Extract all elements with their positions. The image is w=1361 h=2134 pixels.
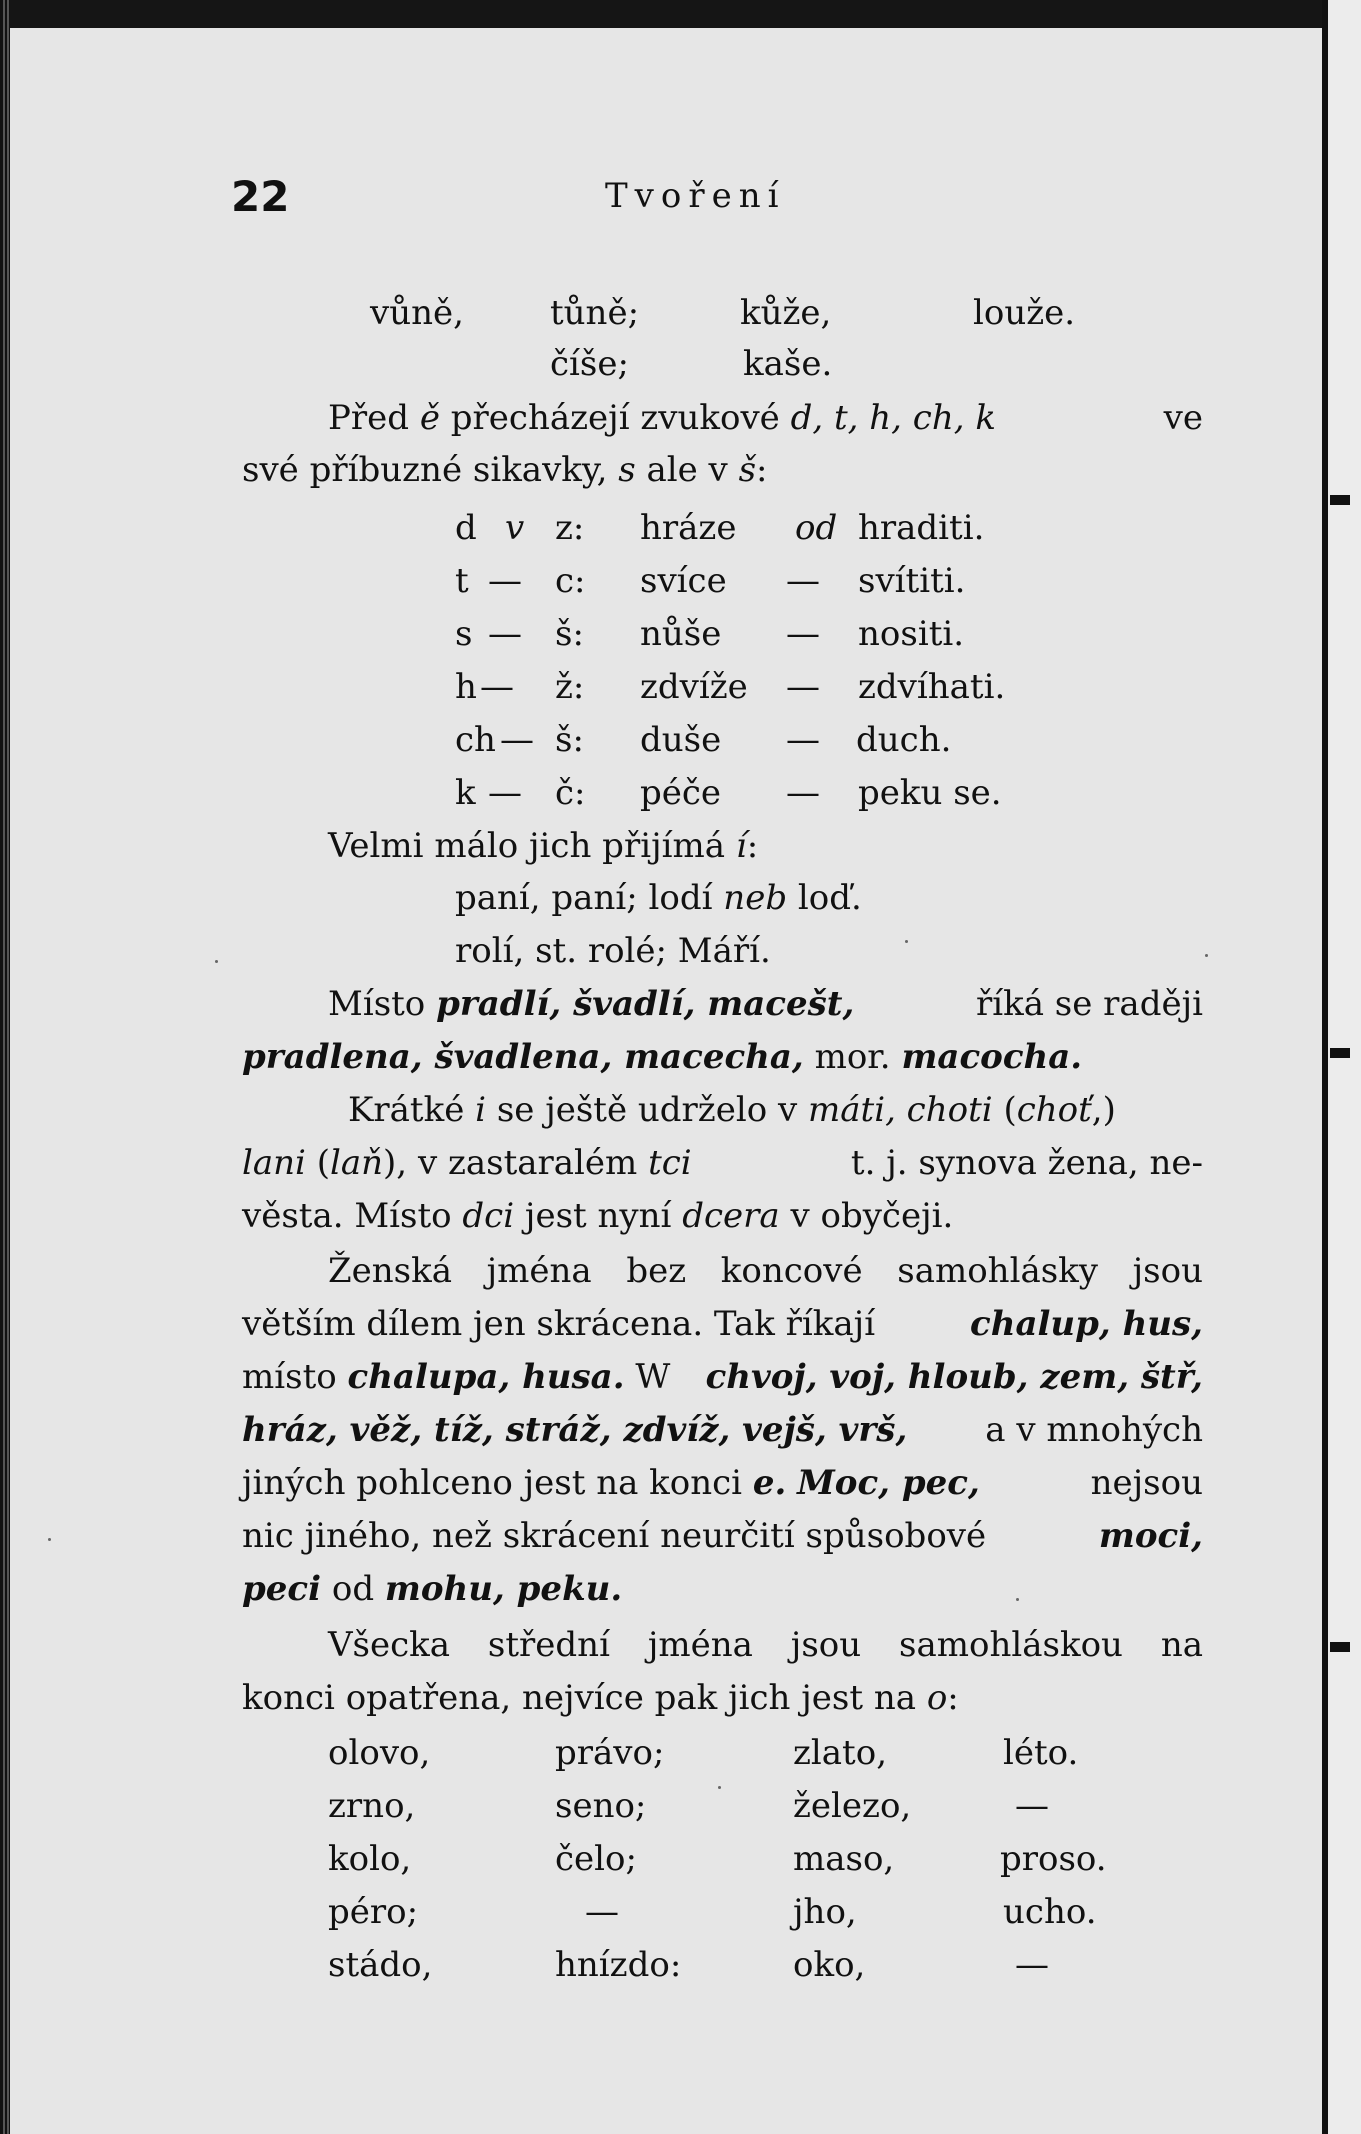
italic-word: lani [242, 1143, 306, 1183]
table-cell: ucho. [1003, 1892, 1097, 1932]
speck [1016, 1598, 1019, 1601]
word: od [331, 1569, 375, 1609]
text-line: Ženská jména bez koncové samohlásky jsou [328, 1251, 1203, 1291]
word: Velmi málo jich přijímá [328, 826, 725, 866]
italic-word: macocha. [901, 1037, 1083, 1077]
table-cell: stádo, [328, 1945, 433, 1985]
word: Krátké [348, 1090, 465, 1130]
list-item: vůně, [370, 293, 464, 333]
italic-word: laň [330, 1143, 384, 1183]
italic-word: hráz, věž, tíž, stráž, zdvíž, vejš, vrš, [242, 1410, 908, 1450]
table-cell: — [488, 561, 522, 601]
word: mor. [814, 1037, 891, 1077]
list-item: louže. [973, 293, 1076, 333]
word: říká se raději [975, 984, 1203, 1024]
italic-word: peci [242, 1569, 322, 1609]
text-line [242, 1677, 959, 1719]
table-cell: kolo, [328, 1839, 412, 1879]
table-cell: zrno, [328, 1786, 416, 1826]
text-line [242, 1036, 1082, 1078]
table-cell: oko, [793, 1945, 866, 1985]
page-number: 22 [231, 172, 290, 221]
text-line [328, 983, 1203, 1025]
italic-word: chvoj, voj, hloub, zem, štř, [705, 1357, 1203, 1397]
word: konci opatřena, nejvíce pak jich jest na [242, 1678, 916, 1718]
table-cell: hnízdo: [555, 1945, 682, 1985]
list-item: kůže, [740, 293, 832, 333]
word: nejsou [1090, 1463, 1203, 1503]
text-line [455, 877, 862, 919]
italic-word: pradlí, švadlí, macešt, [436, 984, 855, 1024]
word: přecházejí zvukové [450, 398, 780, 438]
word: ), [383, 1143, 408, 1183]
table-cell: — [786, 720, 820, 760]
text-line [242, 1409, 1203, 1451]
table-cell: nositi. [858, 614, 965, 654]
word: ,) [1091, 1090, 1116, 1130]
italic-word: i [475, 1090, 486, 1130]
italic-word: Moc, pec, [797, 1463, 980, 1503]
table-cell: ž: [555, 667, 585, 707]
table-cell: v [505, 508, 525, 548]
table-cell: — [786, 561, 820, 601]
table-cell: hráze [640, 508, 737, 548]
table-cell: proso. [1000, 1839, 1107, 1879]
table-cell: — [480, 667, 514, 707]
table-cell: seno; [555, 1786, 647, 1826]
italic-word: neb [723, 878, 788, 918]
table-cell: — [488, 614, 522, 654]
table-cell: — [1015, 1786, 1049, 1826]
table-cell: š: [555, 614, 584, 654]
word: ale v [646, 450, 728, 490]
text-line [328, 397, 1203, 439]
list-item: tůně; [550, 293, 640, 333]
table-cell: z: [555, 508, 585, 548]
table-cell: d [455, 508, 477, 548]
text-line: Všecka střední jména jsou samohláskou na [328, 1625, 1203, 1665]
speck [48, 1538, 51, 1541]
page-body [10, 28, 1322, 2134]
table-cell: h [455, 667, 477, 707]
word: své příbuzné sikavky, [242, 450, 608, 490]
table-cell: š: [555, 720, 584, 760]
word: ( [1003, 1090, 1017, 1130]
table-cell: zdvíže [640, 667, 748, 707]
text-line [242, 1195, 953, 1237]
table-cell: hraditi. [858, 508, 985, 548]
italic-word: d, t, h, ch, k [790, 398, 996, 438]
text-line [242, 1568, 622, 1610]
table-cell: péče [640, 773, 722, 813]
table-cell: zlato, [793, 1733, 887, 1773]
word: loď. [797, 878, 862, 918]
speck [1205, 954, 1208, 957]
word: nic jiného, než skrácení neurčití spůsobové [242, 1516, 987, 1556]
text-line [242, 1515, 1203, 1557]
italic-word: choť [1016, 1090, 1092, 1130]
word: t. j. synova žena, ne- [850, 1143, 1203, 1183]
list-item: kaše. [743, 344, 833, 384]
table-cell: ch [455, 720, 496, 760]
word: rolí, st. rolé; Máří. [455, 931, 771, 971]
italic-word: s [618, 450, 636, 490]
text-line [348, 1089, 1116, 1131]
scan-right-border [1322, 0, 1361, 2134]
table-cell: — [585, 1892, 619, 1932]
table-cell: olovo, [328, 1733, 431, 1773]
table-cell: — [786, 773, 820, 813]
italic-word: í [735, 826, 747, 866]
table-cell: jho, [793, 1892, 857, 1932]
italic-word: š [738, 450, 757, 490]
word: Před [328, 398, 410, 438]
text-line [242, 1142, 1203, 1184]
table-cell: zdvíhati. [858, 667, 1006, 707]
word: : [947, 1678, 959, 1718]
word: v zastaralém [417, 1143, 638, 1183]
table-cell: od [795, 508, 838, 548]
table-cell: svíce [640, 561, 727, 601]
table-cell: t [455, 561, 469, 601]
table-cell: čelo; [555, 1839, 637, 1879]
table-cell: železo, [793, 1786, 912, 1826]
book-page [10, 28, 1322, 2134]
running-head: Tvoření [605, 176, 786, 216]
table-cell: k [455, 773, 476, 813]
word: : [746, 826, 759, 866]
table-cell: právo; [555, 1733, 665, 1773]
word: W [635, 1357, 671, 1397]
word: místo [242, 1357, 337, 1397]
word: a v mnohých [985, 1410, 1203, 1450]
italic-word: pradlena, švadlena, macecha, [242, 1037, 804, 1077]
italic-word: chalupa, husa. [347, 1357, 625, 1397]
table-cell: maso, [793, 1839, 895, 1879]
italic-word: e. [752, 1463, 787, 1503]
italic-word: dci [462, 1196, 515, 1236]
word: věsta. Místo [242, 1196, 452, 1236]
word: jest nyní [524, 1196, 672, 1236]
table-cell: svítiti. [858, 561, 966, 601]
word: paní, paní; lodí [455, 878, 713, 918]
table-cell: péro; [328, 1892, 419, 1932]
speck [905, 940, 908, 943]
italic-word: mohu, peku. [384, 1569, 623, 1609]
italic-word: tci [648, 1143, 692, 1183]
table-cell: — [786, 667, 820, 707]
text-line [328, 825, 758, 867]
italic-word: máti, choti [808, 1090, 993, 1130]
table-cell: duch. [856, 720, 952, 760]
word: v obyčeji. [790, 1196, 954, 1236]
speck [718, 1786, 721, 1789]
word: se ještě udrželo v [496, 1090, 798, 1130]
italic-word: o [926, 1678, 948, 1718]
table-cell: — [500, 720, 534, 760]
table-cell: peku se. [858, 773, 1002, 813]
italic-word: dcera [682, 1196, 780, 1236]
text-line [242, 1303, 1203, 1345]
word: jiných pohlceno jest na konci [242, 1463, 743, 1503]
table-cell: nůše [640, 614, 722, 654]
italic-word: ě [419, 398, 440, 438]
table-cell: — [786, 614, 820, 654]
italic-word: moci, [1098, 1516, 1203, 1556]
table-cell: s [455, 614, 473, 654]
table-cell: c: [555, 561, 586, 601]
scan-left-border [0, 0, 10, 2134]
word: větším dílem jen skrácena. Tak říkají [242, 1304, 876, 1344]
word: ( [316, 1143, 330, 1183]
list-item: číše; [550, 344, 629, 384]
table-cell: duše [640, 720, 722, 760]
word: ve [1163, 398, 1203, 438]
table-cell: — [1015, 1945, 1049, 1985]
italic-word: chalup, hus, [970, 1304, 1203, 1344]
word: Místo [328, 984, 426, 1024]
text-line [242, 1356, 1203, 1398]
word: : [756, 450, 768, 490]
text-line [455, 930, 771, 972]
text-line [242, 1462, 1203, 1504]
table-cell: — [488, 773, 522, 813]
speck [215, 960, 218, 963]
table-cell: léto. [1003, 1733, 1079, 1773]
table-cell: č: [555, 773, 586, 813]
text-line [242, 449, 767, 491]
